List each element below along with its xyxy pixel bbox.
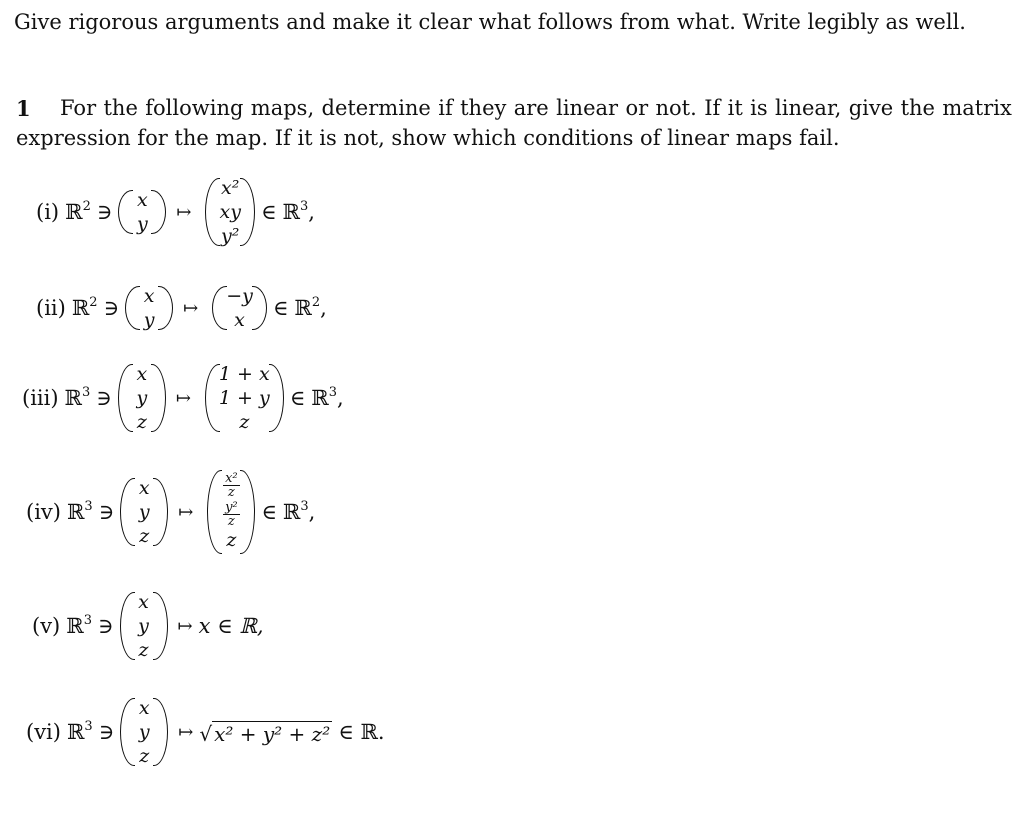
mapsto-symbol: ↦ [175, 387, 191, 409]
map-label: (v) [32, 614, 61, 638]
vector-entry: y² [221, 225, 240, 247]
word: not. [655, 96, 697, 120]
question-line-2: expression for the map. If it is not, show which conditions of linear maps fail. [16, 126, 840, 150]
mapsto-symbol: ↦ [178, 721, 194, 743]
vector-entry: 1 + x [218, 363, 270, 385]
map-iv [26, 472, 315, 552]
domain-set [72, 296, 98, 320]
fraction-entry [223, 501, 240, 528]
ni-symbol: ∋ [98, 720, 115, 744]
vector-entry: x [138, 697, 150, 719]
word: For [60, 96, 97, 120]
domain-set [67, 720, 93, 744]
mapsto-symbol: ↦ [177, 615, 193, 637]
map-vi [26, 692, 385, 772]
map-result-tail: ∈ ℝ. [338, 720, 385, 744]
reals: ℝ [65, 200, 83, 224]
question-line-1 [16, 96, 1012, 121]
input-vector [120, 696, 168, 768]
square-root [199, 719, 332, 746]
exponent: 2 [82, 199, 91, 214]
vector-entry: y [138, 501, 150, 523]
ni-symbol: ∋ [96, 386, 112, 410]
input-vector [120, 590, 168, 662]
ni-symbol: ∋ [96, 200, 113, 224]
denominator: z [227, 514, 235, 529]
word: is [750, 96, 768, 120]
punctuation: , [337, 386, 344, 410]
word: the [900, 96, 935, 120]
exponent: 3 [82, 385, 91, 400]
reals: ℝ [66, 500, 85, 524]
map-ii [36, 268, 327, 348]
map-label: (ii) [36, 296, 66, 320]
word: they [460, 96, 507, 120]
vector-entry: 1 + y [218, 387, 270, 409]
input-vector [120, 476, 168, 548]
vector-entry: y [138, 721, 150, 743]
vector-entry: x² [221, 177, 240, 199]
word: linear, [775, 96, 842, 120]
in-symbol: ∈ [261, 500, 277, 524]
word: matrix [942, 96, 1012, 120]
input-vector [118, 188, 166, 236]
map-label: (vi) [26, 720, 61, 744]
numerator: y² [225, 500, 238, 515]
vector-entry: −y [226, 285, 253, 307]
vector-entry: x [143, 285, 155, 307]
output-vector [207, 468, 255, 556]
reals: ℝ [282, 500, 301, 524]
vector-entry: z [138, 639, 149, 661]
punctuation: , [308, 200, 315, 224]
punctuation: , [308, 500, 316, 524]
reals: ℝ [294, 296, 312, 320]
in-symbol: ∈ [272, 296, 289, 320]
vector-entry: x [137, 189, 148, 211]
radicand: x² + y² + z² [214, 721, 331, 746]
ni-symbol: ∋ [97, 614, 114, 638]
vector-entry: x [234, 309, 245, 331]
word: if [438, 96, 453, 120]
radical-sign: √ [199, 721, 213, 746]
reals: ℝ [66, 720, 85, 744]
numerator: x² [225, 471, 238, 486]
map-iii [22, 358, 344, 438]
output-vector [212, 284, 267, 332]
in-symbol: ∈ [289, 386, 306, 410]
domain-set [65, 200, 91, 224]
map-result: x ∈ ℝ, [198, 614, 264, 638]
word: or [625, 96, 649, 120]
word: If [704, 96, 721, 120]
vector-entry: z [239, 411, 250, 433]
vector-entry: x [138, 591, 149, 613]
output-vector [205, 362, 284, 434]
vector-entry: x [136, 363, 148, 385]
mapsto-symbol: ↦ [176, 201, 192, 223]
fraction-entry [223, 472, 240, 499]
vector-entry: y [143, 309, 155, 331]
output-vector [205, 176, 254, 248]
exponent: 3 [300, 499, 309, 514]
vector-entry: xy [219, 201, 241, 223]
vector-entry: x [138, 477, 150, 499]
word: following [145, 96, 244, 120]
exponent: 3 [328, 385, 338, 400]
exponent: 3 [83, 613, 92, 628]
codomain-set [283, 500, 315, 524]
domain-set [66, 614, 92, 638]
input-vector [125, 284, 173, 332]
exponent: 2 [311, 295, 321, 310]
map-label: (iii) [22, 386, 59, 410]
codomain-set [311, 386, 343, 410]
domain-set [67, 500, 93, 524]
exponent: 3 [84, 499, 93, 514]
denominator: z [227, 485, 235, 500]
vector-entry: z [226, 529, 237, 551]
word: it [727, 96, 743, 120]
vector-entry: z [136, 411, 147, 433]
mapsto-symbol: ↦ [183, 297, 199, 319]
codomain-set [282, 200, 314, 224]
word: give [848, 96, 894, 120]
map-label: (i) [36, 200, 60, 224]
map-i [36, 172, 315, 252]
ni-symbol: ∋ [103, 296, 120, 320]
exponent: 3 [299, 199, 309, 214]
in-symbol: ∈ [260, 200, 277, 224]
word: linear [556, 96, 619, 120]
exponent: 2 [89, 295, 98, 310]
map-v [32, 586, 264, 666]
reals: ℝ [71, 296, 90, 320]
vector-entry: z [139, 745, 150, 767]
punctuation: , [320, 296, 327, 320]
mapsto-symbol: ↦ [178, 501, 194, 523]
reals: ℝ [282, 200, 300, 224]
instructions: Give rigorous arguments and make it clear what follows from what. Write legibly as well. [14, 10, 966, 34]
word: are [513, 96, 549, 120]
reals: ℝ [66, 614, 84, 638]
word: the [103, 96, 138, 120]
ni-symbol: ∋ [98, 500, 115, 524]
reals: ℝ [64, 386, 82, 410]
map-label: (iv) [26, 500, 61, 524]
vector-entry: y [136, 387, 148, 409]
reals: ℝ [311, 386, 329, 410]
domain-set [65, 386, 91, 410]
vector-entry: y [138, 615, 149, 637]
vector-entry: y [137, 213, 148, 235]
exponent: 3 [84, 719, 93, 734]
question-number: 1 [16, 96, 31, 121]
word: maps, [250, 96, 315, 120]
input-vector [118, 362, 166, 434]
codomain-set [294, 296, 326, 320]
word: determine [321, 96, 431, 120]
vector-entry: z [139, 525, 150, 547]
